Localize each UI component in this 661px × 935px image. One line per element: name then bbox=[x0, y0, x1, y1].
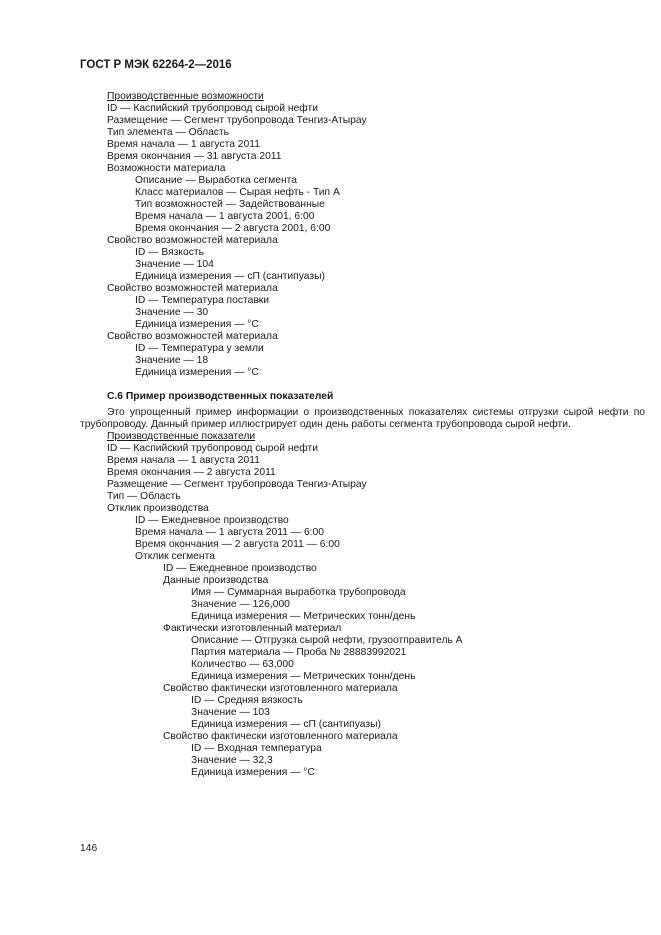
list-item: Отклик сегмента bbox=[135, 551, 215, 562]
list-item: Время начала — 1 августа 2011 bbox=[107, 455, 260, 466]
list-item: Фактически изготовленный материал bbox=[163, 623, 342, 634]
list-item: ID — Каспийский трубопровод сырой нефти bbox=[107, 443, 318, 454]
list-item: Свойство возможностей материала bbox=[107, 283, 278, 294]
list-item: Время окончания — 31 августа 2011 bbox=[107, 151, 282, 162]
list-item: Размещение — Сегмент трубопровода Тенгиз-Атырау bbox=[107, 479, 367, 490]
list-item: Значение — 18 bbox=[135, 355, 209, 366]
list-item: Значение — 104 bbox=[135, 259, 214, 270]
list-item: Единица измерения — Метрических тонн/день bbox=[191, 611, 416, 622]
list-heading: Производственные возможности bbox=[107, 91, 264, 102]
list-item: Количество — 63,000 bbox=[191, 659, 294, 670]
list-item: Тип возможностей — Задействованные bbox=[135, 199, 325, 210]
list-item: ID — Входная температура bbox=[191, 743, 322, 754]
production-capability-list bbox=[0, 91, 661, 379]
section-heading: С.6 Пример производственных показателей bbox=[107, 391, 334, 402]
list-item: Описание — Отгрузка сырой нефти, грузоотправитель A bbox=[191, 635, 463, 646]
list-item: Время окончания — 2 августа 2001, 6:00 bbox=[135, 223, 331, 234]
list-item: ID — Ежедневное производство bbox=[135, 515, 289, 526]
list-item: ID — Температура у земли bbox=[135, 343, 264, 354]
list-item: ID — Каспийский трубопровод сырой нефти bbox=[107, 103, 318, 114]
list-item: Отклик производства bbox=[107, 503, 209, 514]
production-performance-list bbox=[0, 431, 661, 779]
list-item: Тип — Область bbox=[107, 491, 181, 502]
list-item: Время начала — 1 августа 2011 bbox=[107, 139, 260, 150]
list-item: Единица измерения — сП (сантипуазы) bbox=[135, 271, 325, 282]
list-item: Время окончания — 2 августа 2011 — 6:00 bbox=[135, 539, 340, 550]
list-item: Описание — Выработка сегмента bbox=[135, 175, 297, 186]
list-item: Значение — 103 bbox=[191, 707, 270, 718]
list-item: Значение — 126,000 bbox=[191, 599, 290, 610]
list-item: ID — Ежедневное производство bbox=[163, 563, 317, 574]
list-item: Размещение — Сегмент трубопровода Тенгиз-Атырау bbox=[107, 115, 367, 126]
list-item: Значение — 30 bbox=[135, 307, 209, 318]
paragraph-line: трубопроводу. Данный пример иллюстрирует один день работы сегмента трубопровода сырой нефти. bbox=[80, 419, 571, 430]
list-item: Свойство фактически изготовленного материала bbox=[163, 683, 398, 694]
list-item: Единица измерения — °C bbox=[135, 319, 259, 330]
list-item: Имя — Суммарная выработка трубопровода bbox=[191, 587, 406, 598]
list-item: Время начала — 1 августа 2011 — 6:00 bbox=[135, 527, 324, 538]
document-header: ГОСТ Р МЭК 62264-2—2016 bbox=[80, 59, 232, 71]
list-item: Единица измерения — Метрических тонн/день bbox=[191, 671, 416, 682]
list-item: Единица измерения — сП (сантипуазы) bbox=[191, 719, 381, 730]
list-item: ID — Температура поставки bbox=[135, 295, 270, 306]
paragraph-line: Это упрощенный пример информации о производственных показателях системы отгрузки сырой нефти по bbox=[107, 407, 645, 418]
list-item: Свойство фактически изготовленного материала bbox=[163, 731, 398, 742]
list-item: Свойство возможностей материала bbox=[107, 235, 278, 246]
list-item: Данные производства bbox=[163, 575, 269, 586]
list-item: ID — Средняя вязкость bbox=[191, 695, 303, 706]
list-item: Возможности материала bbox=[107, 163, 226, 174]
page-number: 146 bbox=[80, 843, 98, 854]
list-item: Класс материалов — Сырая нефть - Тип A bbox=[135, 187, 340, 198]
list-item: Свойство возможностей материала bbox=[107, 331, 278, 342]
list-item: ID — Вязкость bbox=[135, 247, 204, 258]
list-item: Единица измерения — °C bbox=[191, 767, 315, 778]
list-item: Время окончания — 2 августа 2011 bbox=[107, 467, 276, 478]
list-heading: Производственные показатели bbox=[107, 431, 256, 442]
list-item: Время начала — 1 августа 2001, 6:00 bbox=[135, 211, 315, 222]
list-item: Значение — 32,3 bbox=[191, 755, 273, 766]
list-item: Тип элемента — Область bbox=[107, 127, 230, 138]
list-item: Партия материала — Проба № 28883992021 bbox=[191, 647, 407, 658]
list-item: Единица измерения — °C bbox=[135, 367, 259, 378]
